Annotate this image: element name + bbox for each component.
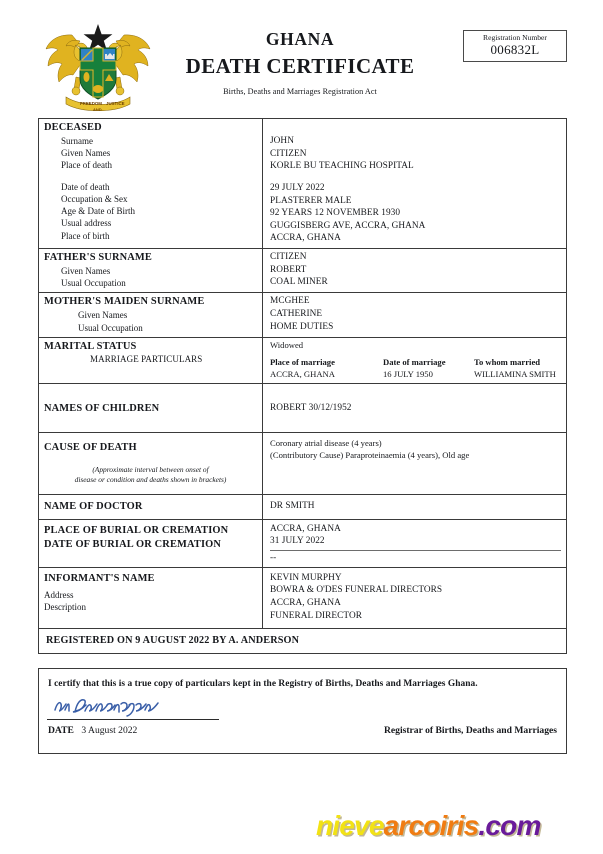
marital-labels-cell [39, 338, 263, 383]
value-children: ROBERT 30/12/1952 [270, 402, 352, 413]
table-row-cause-of-death [39, 433, 566, 495]
value-age-dob: 92 YEARS 12 NOVEMBER 1930 [270, 208, 401, 219]
label-occupation-sex: Occupation & Sex [61, 193, 128, 204]
father-heading: FATHER'S SURNAME [44, 252, 152, 264]
label-surname: Surname [61, 135, 93, 146]
informant-label-cell [39, 568, 263, 629]
table-row-doctor [39, 495, 566, 520]
mother-labels-cell [39, 293, 263, 336]
doctor-label-cell [39, 495, 263, 519]
registrar-signature [51, 696, 191, 718]
value-burial-extra: -- [270, 553, 277, 564]
value-usual-address: GUGGISBERG AVE, ACCRA, GHANA [270, 220, 426, 231]
date-label: DATE [48, 725, 74, 736]
value-burial-place: ACCRA, GHANA [270, 523, 341, 534]
value-occupation-sex: PLASTERER MALE [270, 195, 352, 206]
table-row-deceased [39, 119, 566, 249]
value-doctor-name: DR SMITH [270, 500, 315, 511]
certificate-details-table [38, 118, 567, 654]
registration-number-value: 006832L [490, 42, 540, 58]
motto-justice: JUSTICE [106, 101, 125, 106]
value-marital-status: Widowed [270, 339, 304, 350]
deceased-heading: DECEASED [44, 122, 102, 133]
label-age-dob: Age & Date of Birth [61, 206, 135, 217]
table-row-burial [39, 520, 566, 568]
children-label-cell [39, 384, 263, 432]
column-to-whom-married: To whom married [474, 356, 541, 367]
document-title: DEATH CERTIFICATE [185, 54, 415, 79]
value-date-of-death: 29 JULY 2022 [270, 182, 325, 193]
value-place-of-birth: ACCRA, GHANA [270, 233, 341, 244]
spacer [270, 173, 561, 182]
label-informant-description: Description [44, 601, 86, 612]
marriage-particulars-label: MARRIAGE PARTICULARS [90, 353, 203, 364]
informant-heading: INFORMANT'S NAME [44, 572, 155, 584]
ghana-coat-of-arms-icon [36, 21, 160, 113]
date-value: 3 August 2022 [81, 725, 138, 736]
value-informant-address: ACCRA, GHANA [270, 598, 341, 609]
informant-value-cell [263, 568, 566, 629]
site-watermark [316, 810, 541, 842]
act-subtitle: Births, Deaths and Marriages Registration Act [223, 86, 377, 96]
signature-rule [47, 719, 219, 720]
value-father-surname: CITIZEN [270, 252, 307, 263]
deceased-values-cell [263, 119, 566, 248]
value-cause-contributory: (Contributory Cause) Paraproteinaemia (4 years), Old age [270, 449, 470, 460]
table-row-mother [39, 293, 566, 337]
table-row-father [39, 249, 566, 293]
value-burial-date: 31 JULY 2022 [270, 536, 325, 547]
cause-note-line-2: disease or condition and deaths shown in brackets) [74, 475, 227, 485]
value-to-whom-married: WILLIAMINA SMITH [474, 368, 556, 379]
certificate-date [48, 725, 137, 736]
children-heading: NAMES OF CHILDREN [44, 402, 160, 414]
value-mother-surname: MCGHEE [270, 296, 310, 307]
country-title: GHANA [265, 29, 335, 49]
watermark-part-3: .com [478, 810, 541, 841]
cause-label-cell [39, 433, 263, 494]
column-place-of-marriage: Place of marriage [270, 356, 335, 367]
cause-value-cell [263, 433, 566, 494]
label-place-of-death: Place of death [61, 160, 112, 171]
value-informant-name: KEVIN MURPHY [270, 572, 342, 583]
value-father-occupation: COAL MINER [270, 277, 328, 288]
father-labels-cell [39, 249, 263, 292]
value-father-given-names: ROBERT [270, 264, 307, 275]
spacer [44, 172, 257, 181]
column-date-of-marriage: Date of marriage [383, 356, 446, 367]
registration-number-box [463, 30, 567, 62]
certification-box [38, 668, 567, 754]
cause-of-death-heading: CAUSE OF DEATH [44, 441, 137, 453]
burial-date-heading: DATE OF BURIAL OR CREMATION [44, 538, 222, 550]
deceased-labels-cell [39, 119, 263, 248]
motto-and: AND [93, 107, 102, 112]
label-informant-address: Address [44, 589, 74, 600]
value-place-of-marriage: ACCRA, GHANA [270, 368, 335, 379]
mother-heading: MOTHER'S MAIDEN SURNAME [44, 296, 205, 308]
table-row-children [39, 384, 566, 433]
motto-freedom: FREEDOM [80, 101, 102, 106]
cause-note-line-1: (Approximate interval between onset of [92, 464, 209, 474]
table-row-informant [39, 568, 566, 629]
label-father-occupation: Usual Occupation [61, 278, 126, 289]
value-cause-primary: Coronary atrial disease (4 years) [270, 437, 382, 448]
table-row-marital-status [39, 338, 566, 384]
burial-sub-divider [270, 550, 561, 551]
label-given-names: Given Names [61, 148, 111, 159]
value-informant-description: FUNERAL DIRECTOR [270, 610, 362, 621]
doctor-value-cell [263, 495, 566, 519]
value-mother-occupation: HOME DUTIES [270, 321, 334, 332]
label-mother-given-names: Given Names [78, 310, 128, 321]
mother-values-cell [263, 293, 566, 336]
label-mother-occupation: Usual Occupation [78, 322, 143, 333]
label-place-of-birth: Place of birth [61, 230, 110, 241]
burial-value-cell [263, 520, 566, 567]
label-father-given-names: Given Names [61, 266, 111, 276]
burial-label-cell [39, 520, 263, 567]
title-block [160, 30, 440, 96]
label-date-of-death: Date of death [61, 181, 110, 192]
marriage-particulars-value-row [270, 368, 561, 380]
certification-statement: I certify that this is a true copy of particulars kept in the Registry of Births, Deaths and Marriages Ghana. [48, 679, 478, 689]
value-place-of-death: KORLE BU TEACHING HOSPITAL [270, 161, 414, 172]
marital-values-cell [263, 338, 566, 383]
certificate-header [0, 0, 603, 112]
value-mother-given-names: CATHERINE [270, 309, 323, 320]
doctor-heading: NAME OF DOCTOR [44, 500, 143, 512]
father-values-cell [263, 249, 566, 292]
value-given-names: CITIZEN [270, 148, 307, 159]
value-informant-organisation: BOWRA & O'DES FUNERAL DIRECTORS [270, 585, 443, 596]
value-surname: JOHN [270, 135, 294, 146]
marital-status-heading: MARITAL STATUS [44, 340, 137, 352]
label-usual-address: Usual address [61, 218, 112, 229]
children-value-cell [263, 384, 566, 432]
registration-number-label: Registration Number [483, 33, 547, 42]
marriage-particulars-header-row [270, 356, 561, 368]
watermark-part-1: nieve [316, 810, 384, 841]
burial-place-heading: PLACE OF BURIAL OR CREMATION [44, 524, 229, 536]
registrar-title: Registrar of Births, Deaths and Marriages [383, 725, 557, 736]
value-date-of-marriage: 16 JULY 1950 [383, 368, 433, 379]
watermark-part-2: arcoiris [383, 810, 479, 841]
registered-on-line: REGISTERED ON 9 AUGUST 2022 BY A. ANDERSON [39, 628, 566, 654]
